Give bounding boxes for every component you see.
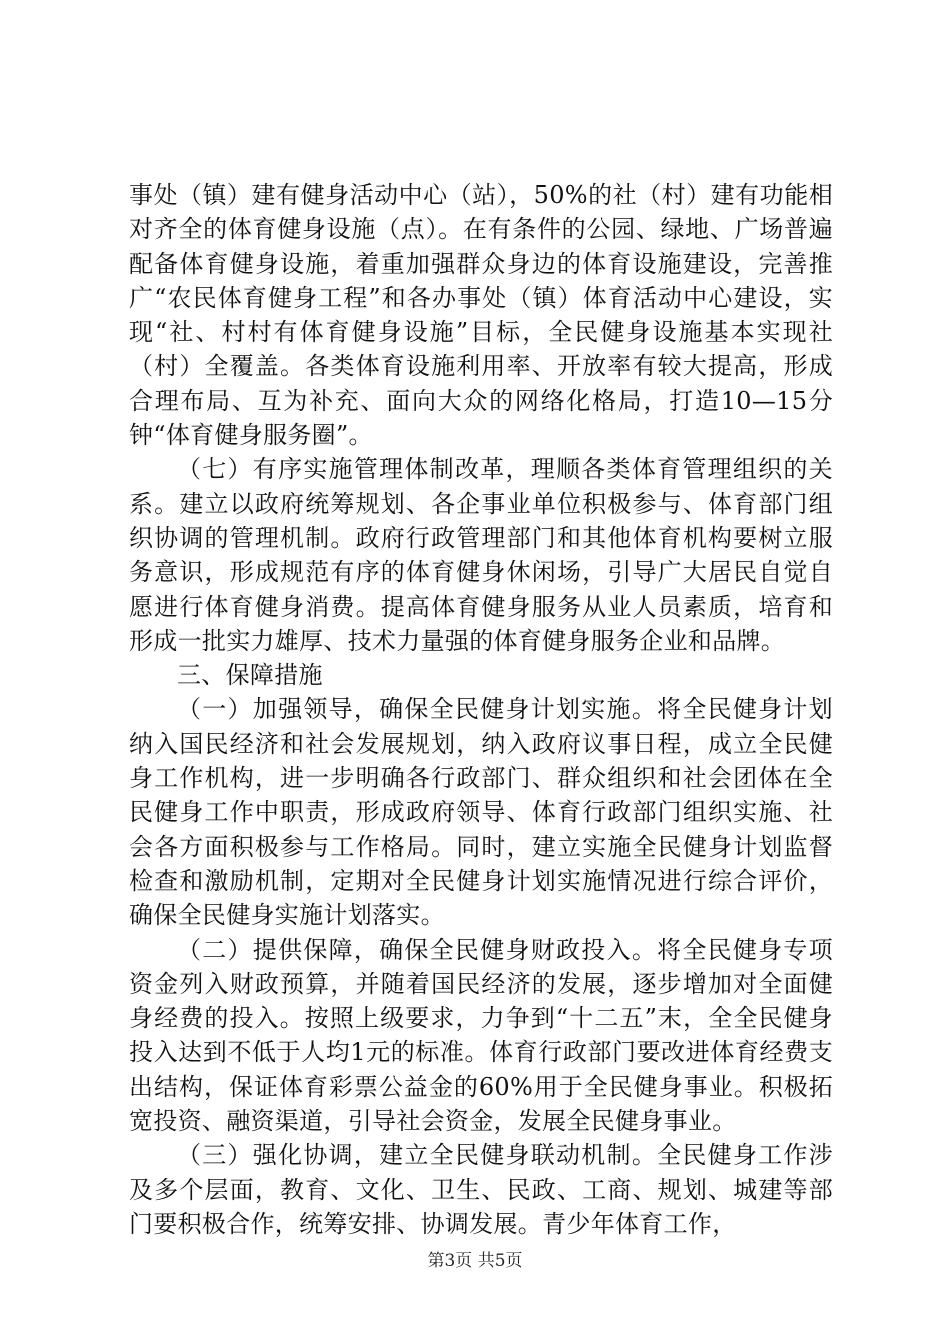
paragraph-safeguard-3: （三）强化协调，建立全民健身联动机制。全民健身工作涉及多个层面，教育、文化、卫生、民政、工商、规划、城建等部门要积极合作，统筹安排、协调发展。青少年体育工作，	[129, 1141, 833, 1238]
paragraph-continuation: 事处（镇）建有健身活动中心（站），50%的社（村）建有功能相对齐全的体育健身设施（点）。在有条件的公园、绿地、广场普遍配备体育健身设施，着重加强群众身边的体育设施建设，完善推广“农民体育健身工程”和各办事处（镇）体育活动中心建设，实现“社、村村有体育健身设施”目标，全民健身设施基本实现社（村）全覆盖。各类体育设施利用率、开放率有较大提高，形成合理布局、互为补充、面向大众的网络化格局，打造10—15分钟“体育健身服务圈”。	[129, 181, 833, 450]
paragraph-safeguard-2: （二）提供保障，确保全民健身财政投入。将全民健身专项资金列入财政预算，并随着国民经济的发展，逐步增加对全面健身经费的投入。按照上级要求，力争到“十二五”末，全全民健身投入达到不低于人均1元的标准。体育行政部门要改进体育经费支出结构，保证体育彩票公益金的60%用于全民健身事业。积极拓宽投资、融资渠道，引导社会资金，发展全民健身事业。	[129, 935, 833, 1136]
page-number-label: 第3页 共5页	[427, 1251, 523, 1271]
paragraph-item-7: （七）有序实施管理体制改革，理顺各类体育管理组织的关系。建立以政府统筹规划、各企事业单位积极参与、体育部门组织协调的管理机制。政府行政管理部门和其他体育机构要树立服务意识，形成规范有序的体育健身休闲场，引导广大居民自觉自愿进行体育健身消费。提高体育健身服务从业人员素质，培育和形成一批实力雄厚、技术力量强的体育健身服务企业和品牌。	[129, 455, 833, 655]
document-body	[129, 178, 833, 1241]
paragraph-safeguard-1: （一）加强领导，确保全民健身计划实施。将全民健身计划纳入国民经济和社会发展规划，纳入政府议事日程，成立全民健身工作机构，进一步明确各行政部门、群众组织和社会团体在全民健身工作中职责，形成政府领导、体育行政部门组织实施、社会各方面积极参与工作格局。同时，建立实施全民健身计划监督检查和激励机制，定期对全民健身计划实施情况进行综合评价，确保全民健身实施计划落实。	[129, 695, 833, 930]
section-heading-safeguards: 三、保障措施	[177, 661, 323, 690]
page-footer	[0, 1246, 950, 1271]
